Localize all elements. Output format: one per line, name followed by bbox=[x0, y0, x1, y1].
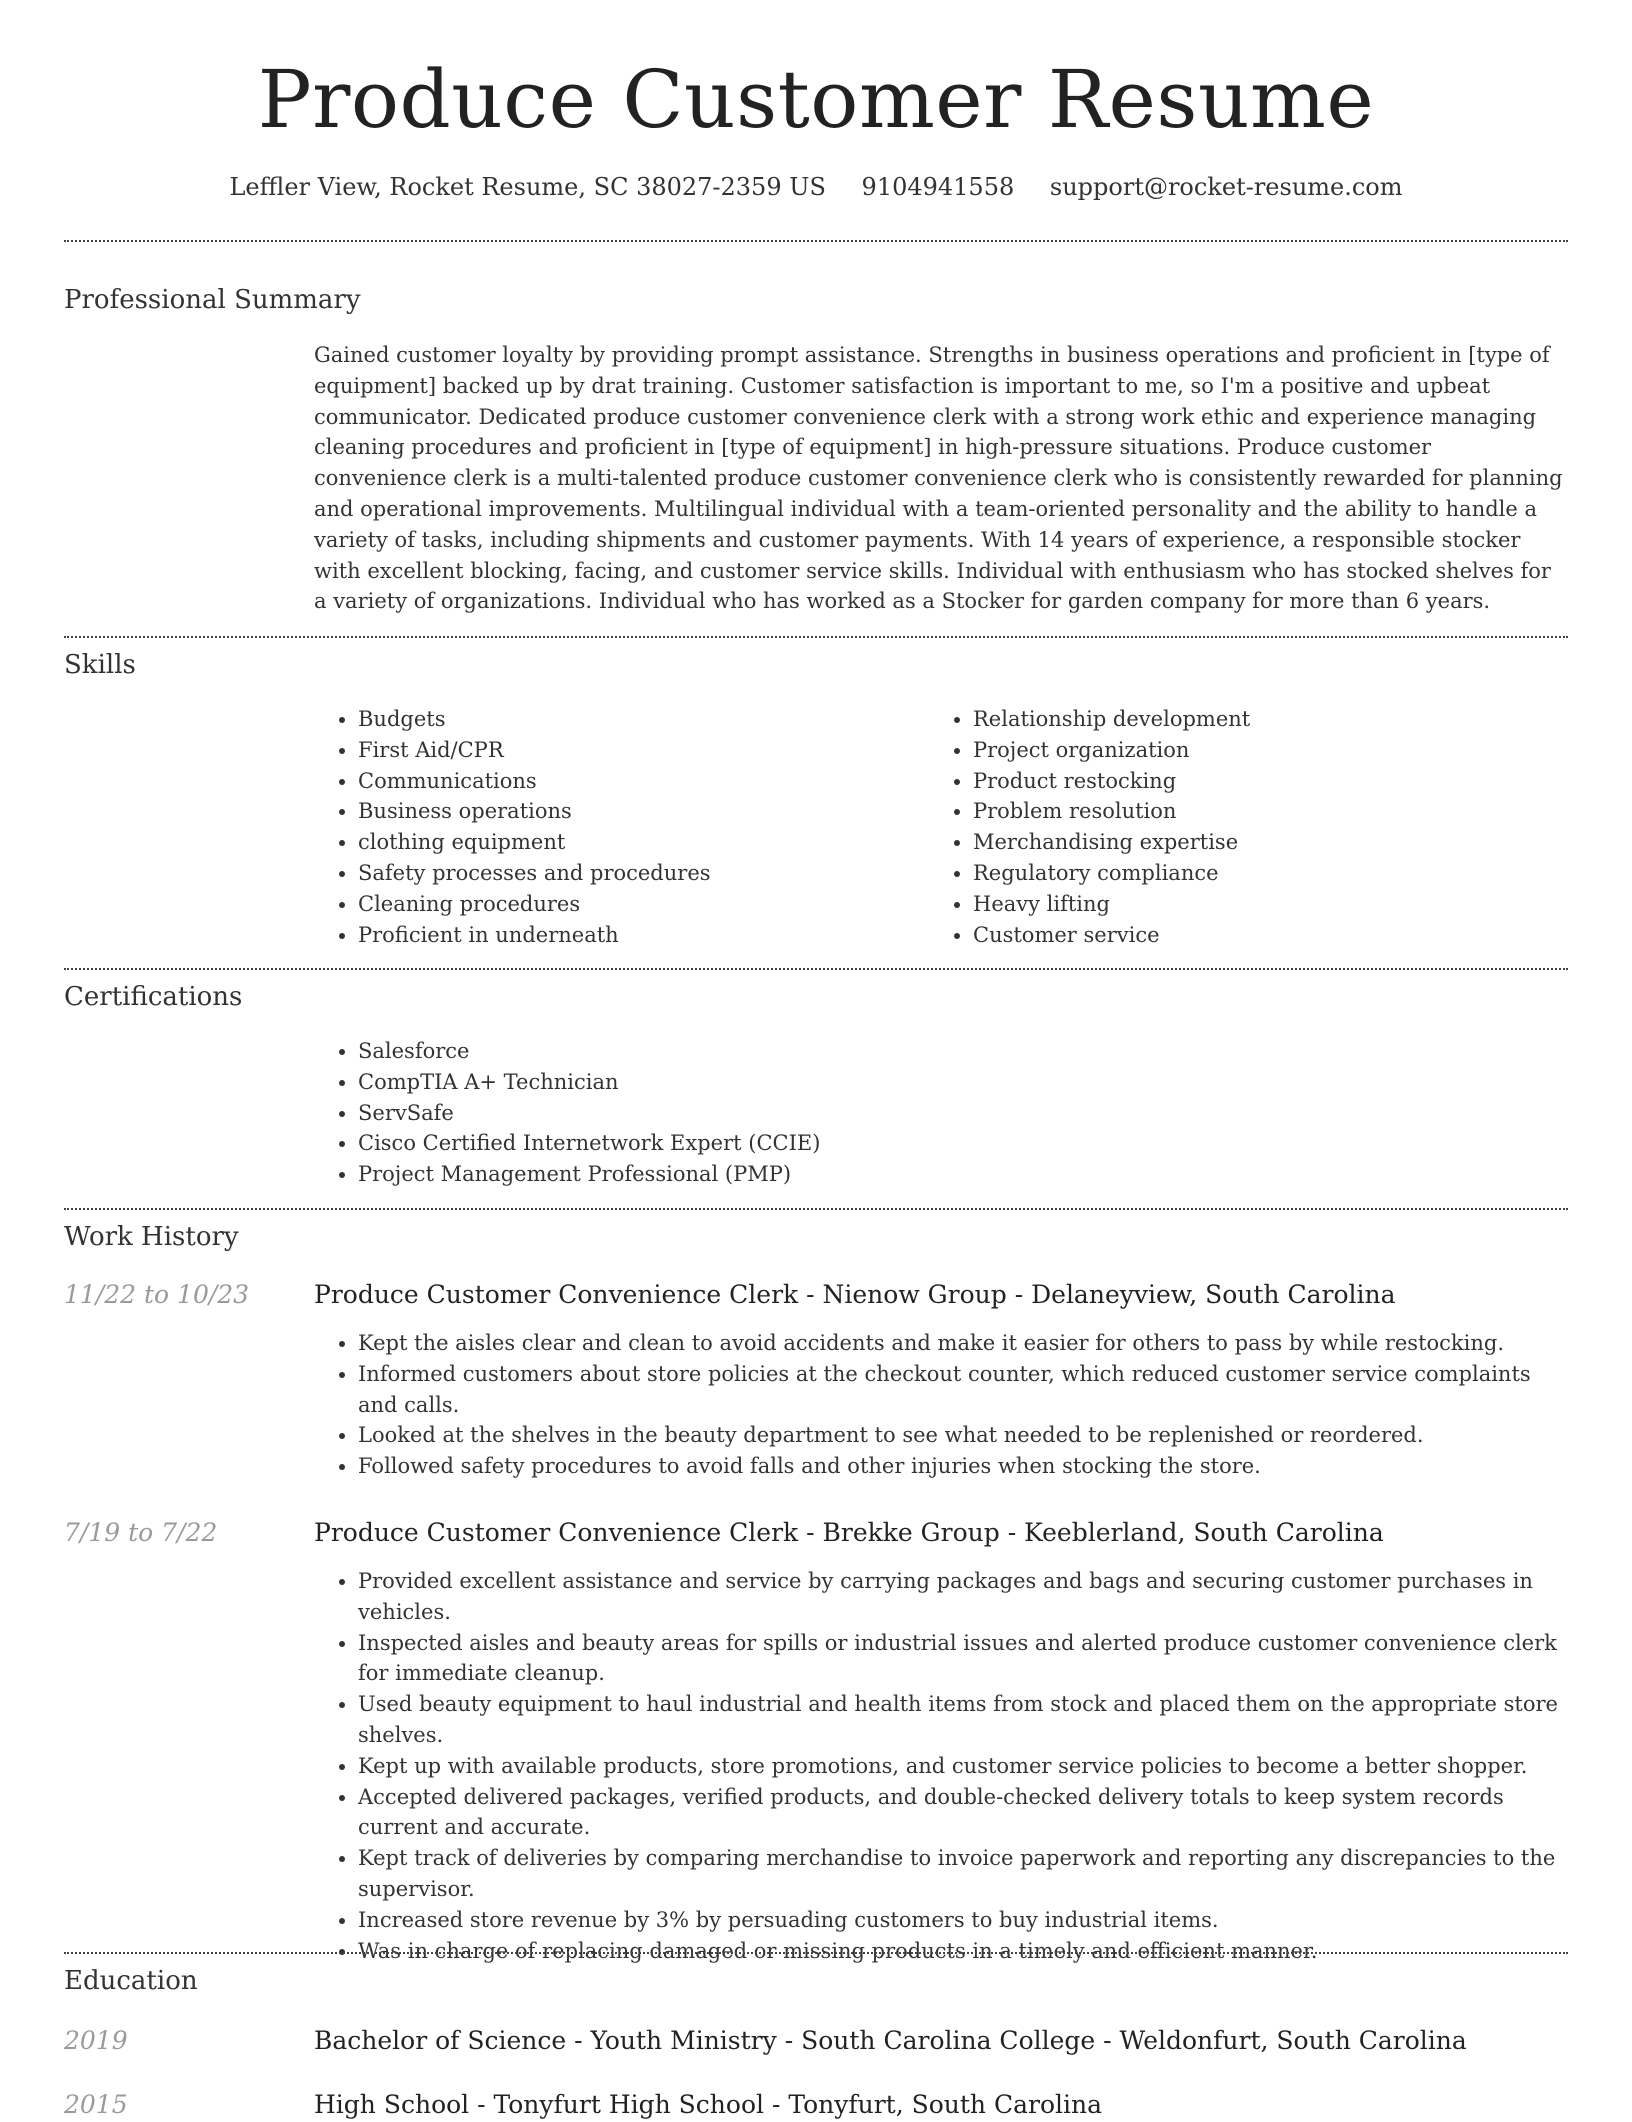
job-bullet: • Used beauty equipment to haul industrial and health items from stock and placed them on the appropriate store shelves. bbox=[358, 1689, 1568, 1751]
divider bbox=[64, 636, 1568, 638]
skill-item: • Cleaning procedures bbox=[358, 889, 914, 920]
section-title-certifications: Certifications bbox=[64, 982, 243, 1012]
education-entry: Bachelor of Science - Youth Ministry - South Carolina College - Weldonfurt, South Carolina bbox=[314, 2026, 1467, 2055]
email: support@rocket-resume.com bbox=[1049, 173, 1403, 201]
skill-item: • Budgets bbox=[358, 704, 914, 735]
divider bbox=[64, 968, 1568, 970]
certification-item: • CompTIA A+ Technician bbox=[358, 1067, 1568, 1098]
skill-item: • Communications bbox=[358, 766, 914, 797]
skill-item: • Business operations bbox=[358, 796, 914, 827]
divider bbox=[64, 240, 1568, 242]
divider bbox=[64, 1208, 1568, 1210]
job-title: Produce Customer Convenience Clerk - Brekke Group - Keeblerland, South Carolina bbox=[314, 1518, 1384, 1547]
skill-item: • Heavy lifting bbox=[973, 889, 1529, 920]
section-title-education: Education bbox=[64, 1966, 198, 1996]
skill-item: • Safety processes and procedures bbox=[358, 858, 914, 889]
section-title-work-history: Work History bbox=[64, 1222, 239, 1252]
skill-item: • Relationship development bbox=[973, 704, 1529, 735]
skill-item: • Merchandising expertise bbox=[973, 827, 1529, 858]
resume-title: Produce Customer Resume bbox=[257, 53, 1375, 146]
job-bullets bbox=[314, 1328, 1568, 1482]
job-bullet: • Was in charge of replacing damaged or missing products in a timely and efficient manner. bbox=[358, 1936, 1568, 1967]
certifications-list bbox=[314, 1036, 1568, 1190]
job-title: Produce Customer Convenience Clerk - Nienow Group - Delaneyview, South Carolina bbox=[314, 1280, 1396, 1309]
section-title-skills: Skills bbox=[64, 650, 136, 680]
education-entry: High School - Tonyfurt High School - Tonyfurt, South Carolina bbox=[314, 2090, 1103, 2119]
skill-item: • First Aid/CPR bbox=[358, 735, 914, 766]
address: Leffler View, Rocket Resume, SC 38027-2359 US bbox=[229, 173, 826, 201]
job-bullets bbox=[314, 1566, 1568, 1966]
job-dates: 11/22 to 10/23 bbox=[64, 1280, 250, 1309]
job-bullet: • Accepted delivered packages, verified products, and double-checked delivery totals to keep system records current and accurate. bbox=[358, 1782, 1568, 1844]
job-bullet: • Kept track of deliveries by comparing merchandise to invoice paperwork and reporting any discrepancies to the supervisor. bbox=[358, 1843, 1568, 1905]
job-bullet: • Increased store revenue by 3% by persuading customers to buy industrial items. bbox=[358, 1905, 1568, 1936]
certification-item: • ServSafe bbox=[358, 1098, 1568, 1129]
contact-line bbox=[0, 170, 1632, 204]
job-bullet: • Kept the aisles clear and clean to avoid accidents and make it easier for others to pass by while restocking. bbox=[358, 1328, 1568, 1359]
certification-item: • Cisco Certified Internetwork Expert (CCIE) bbox=[358, 1128, 1568, 1159]
skill-item: • clothing equipment bbox=[358, 827, 914, 858]
job-bullet: • Informed customers about store policies at the checkout counter, which reduced customer service complaints and calls. bbox=[358, 1359, 1568, 1421]
certification-item: • Project Management Professional (PMP) bbox=[358, 1159, 1568, 1190]
education-year: 2015 bbox=[64, 2090, 128, 2119]
job-bullet: • Inspected aisles and beauty areas for spills or industrial issues and alerted produce customer convenience clerk for immediate cleanup. bbox=[358, 1628, 1568, 1690]
job-dates: 7/19 to 7/22 bbox=[64, 1518, 218, 1547]
skills-right-column bbox=[929, 704, 1529, 950]
skill-item: • Proficient in underneath bbox=[358, 920, 914, 951]
skill-item: • Project organization bbox=[973, 735, 1529, 766]
phone: 9104941558 bbox=[861, 173, 1015, 201]
summary-text: Gained customer loyalty by providing prompt assistance. Strengths in business operations and proficient in [type of equipment] backed up by drat training. Customer satisfaction is important to me, so I'm a positive and upbeat communicator. Dedicated produce customer convenience clerk with a strong work ethic and experience managing cleaning procedures and proficient in [type of equipment] in high-pressure situations. Produce customer convenience clerk is a multi-talented produce customer convenience clerk who is consistently rewarded for planning and operational improvements. Multilingual individual with a team-oriented personality and the ability to handle a variety of tasks, including shipments and customer payments. With 14 years of experience, a responsible stocker with excellent blocking, facing, and customer service skills. Individual with enthusiasm who has stocked shelves for a variety of organizations. Individual who has worked as a Stocker for garden company for more than 6 years. bbox=[314, 343, 1563, 614]
skill-item: • Product restocking bbox=[973, 766, 1529, 797]
job-bullet: • Provided excellent assistance and service by carrying packages and bags and securing customer purchases in vehicles. bbox=[358, 1566, 1568, 1628]
skill-item: • Problem resolution bbox=[973, 796, 1529, 827]
skill-item: • Customer service bbox=[973, 920, 1529, 951]
certification-item: • Salesforce bbox=[358, 1036, 1568, 1067]
education-year: 2019 bbox=[64, 2026, 128, 2055]
job-bullet: • Looked at the shelves in the beauty department to see what needed to be replenished or reordered. bbox=[358, 1420, 1568, 1451]
divider bbox=[64, 1952, 1568, 1954]
job-bullet: • Followed safety procedures to avoid falls and other injuries when stocking the store. bbox=[358, 1451, 1568, 1482]
section-title-summary: Professional Summary bbox=[64, 285, 361, 315]
job-bullet: • Kept up with available products, store promotions, and customer service policies to become a better shopper. bbox=[358, 1751, 1568, 1782]
skill-item: • Regulatory compliance bbox=[973, 858, 1529, 889]
skills-left-column bbox=[314, 704, 914, 950]
summary-text-block bbox=[314, 340, 1568, 617]
